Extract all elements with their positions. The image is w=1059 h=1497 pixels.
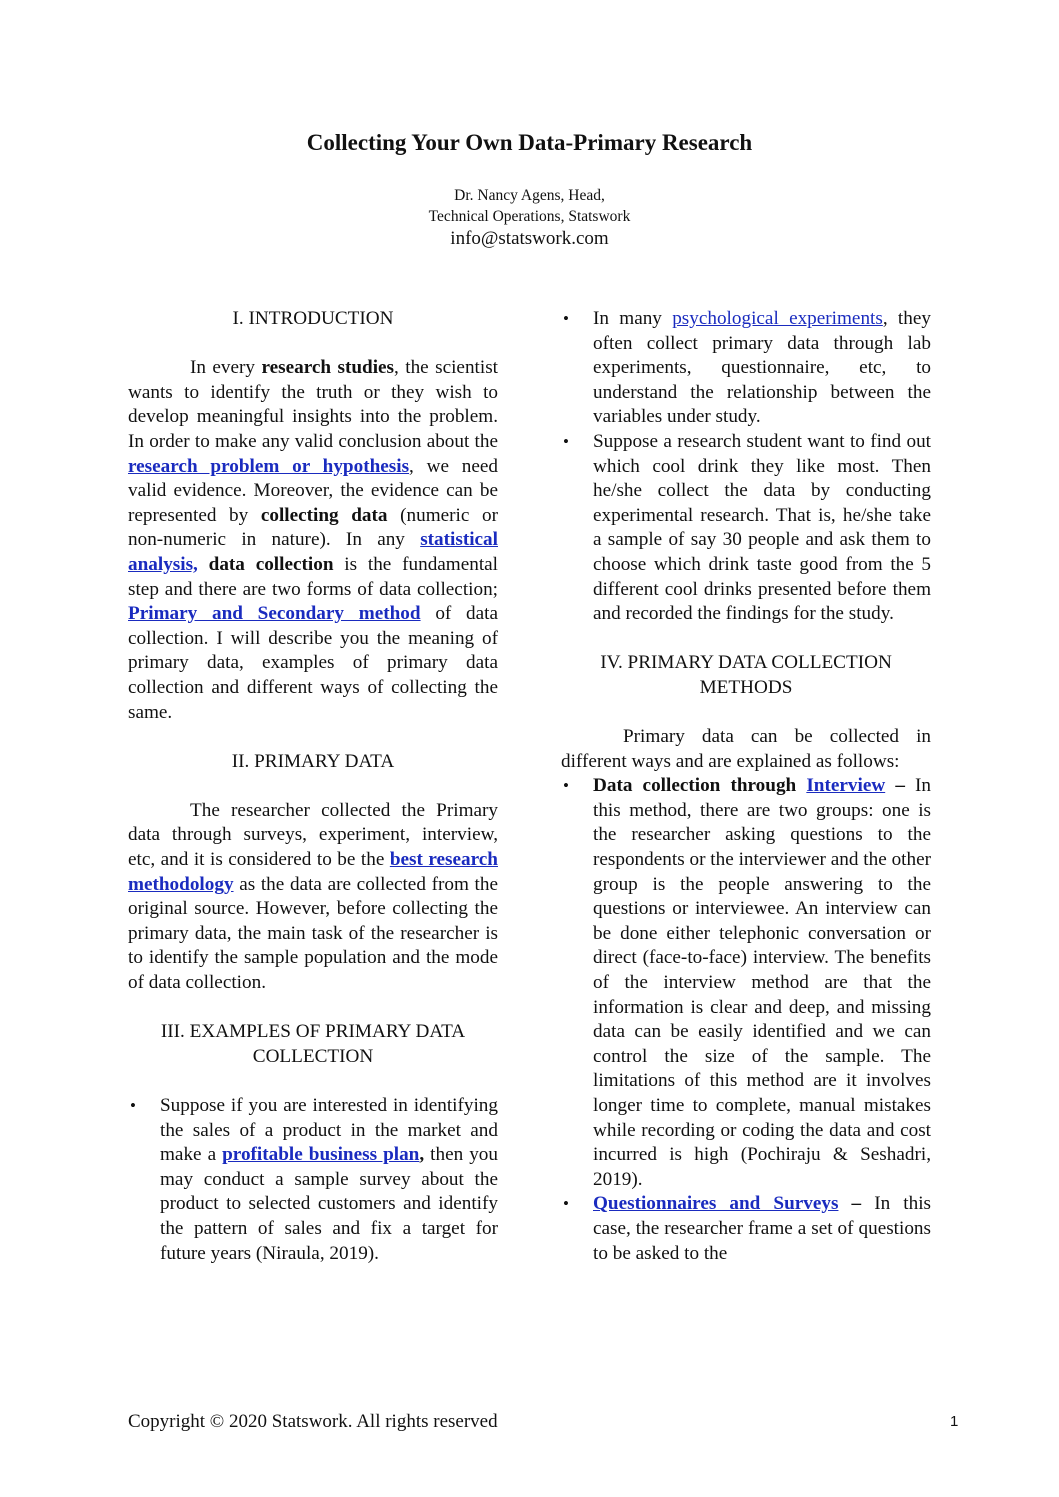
document-title: Collecting Your Own Data-Primary Research [306, 130, 753, 155]
bullet-icon: • [563, 1194, 569, 1214]
text-run: – [885, 775, 905, 797]
text-run: , the scientist wants to identify the truth or they wish to develop meaningful insights into the problem. In order to make any valid conclusion about the [128, 357, 498, 452]
text-run: – [838, 1193, 862, 1215]
text-run: In many [593, 308, 673, 329]
link-best-research-methodology[interactable]: best research methodology [128, 849, 498, 895]
text-run: (numeric or non-numeric in nature). In any [128, 504, 498, 551]
link-interview[interactable]: Interview [806, 775, 886, 797]
text-run: In this method, there are two groups: one is the researcher asking questions to the respondents or the interviewer and the other group is the people answering to the questions or interviewee. An interview can be done either telephonic conversation or direct (face-to-face) interview. The benefits of the interview method are that the information is clear and deep, and missing data can be easily identified and we can control the size of the sample. The limitations of this method are it involves longer time to complete, manual mistakes while recording or coding the data and cost incurred is high (Pochiraju & Seshadri, 2019). [593, 775, 932, 1190]
section-heading-examples: III. EXAMPLES OF PRIMARY DATA COLLECTION [160, 1021, 466, 1067]
text-run [198, 554, 209, 575]
bold-term: Data collection through [593, 775, 807, 797]
author-email: info@statswork.com [450, 228, 609, 249]
text-run: In this case, the researcher frame a set of questions to be asked to the [593, 1193, 932, 1264]
text-run: Suppose a research student want to find out which cool drink they like most. Then he/she collect the data by conducting experimental research. That is, he/she take a sample of say 30 people and ask them to choose which drink taste good from the 5 different cool drinks presented before them and recorded the findings for the study. [593, 430, 931, 625]
list-item [561, 1192, 931, 1266]
methods-intro-paragraph: Primary data can be collected in different ways and are explained as follows: [561, 726, 931, 772]
introduction-paragraph [128, 356, 498, 725]
examples-list [128, 1094, 498, 1266]
bullet-icon: • [563, 431, 569, 451]
footer-copyright: Copyright © 2020 Statswork. All rights reserved [128, 1411, 498, 1432]
text-run: Suppose if you are interested in identifying the sales of a product in the market and make a [160, 1095, 498, 1166]
text-run: of data collection. I will describe you the meaning of primary data, examples of primary data collection and different ways of collecting the same. [128, 603, 498, 723]
bold-term: collecting data [260, 504, 388, 526]
bullet-icon: • [563, 309, 569, 328]
bold-term: data collection [208, 553, 334, 575]
list-item [128, 1094, 498, 1266]
text-run: , they often collect primary data through lab experiments, questionnaire, etc, to understand the relationship between the variables under study. [593, 308, 931, 428]
author-name: Dr. Nancy Agens, Head, [454, 187, 605, 204]
list-item [561, 430, 931, 627]
author-block [0, 185, 1059, 251]
bold-term: research studies [261, 357, 395, 379]
section-heading-methods: IV. PRIMARY DATA COLLECTION METHODS [600, 652, 892, 698]
list-item [561, 307, 931, 430]
link-psychological-experiments[interactable]: psychological experiments [672, 308, 883, 329]
text-run: , we need valid evidence. Moreover, the evidence can be represented by [128, 455, 498, 526]
link-primary-secondary[interactable]: Primary and Secondary method [128, 603, 421, 625]
text-run: , [419, 1144, 425, 1166]
right-column [561, 307, 931, 1266]
text-run: is the fundamental step and there are two forms of data collection; [128, 553, 499, 600]
methods-list [561, 774, 931, 1266]
text-run: then you may conduct a sample survey about the product to selected customers and identify the pattern of sales and fix a target for future years (Niraula, 2019). [160, 1144, 498, 1264]
author-affiliation: Technical Operations, Statswork [428, 208, 631, 225]
text-run: The researcher collected the Primary data through surveys, experiment, interview, etc, and it is considered to be the [128, 799, 498, 871]
text-run: as the data are collected from the original source. However, before collecting the primary data, the main task of the researcher is to identify the sample population and the mode of data collection. [128, 873, 498, 994]
examples-list-continued [561, 307, 931, 627]
link-research-problem[interactable]: research problem or hypothesis [128, 455, 410, 477]
bullet-icon: • [563, 776, 569, 796]
page-number: 1 [950, 1413, 959, 1430]
left-column [128, 307, 498, 1266]
link-profitable-business-plan[interactable]: profitable business plan [222, 1144, 420, 1166]
primary-data-paragraph [128, 799, 498, 996]
text-run: In every [190, 357, 262, 379]
bullet-icon: • [130, 1096, 136, 1115]
link-statistical-analysis[interactable]: statistical analysis, [128, 529, 498, 575]
link-questionnaires-surveys[interactable]: Questionnaires and Surveys [593, 1193, 839, 1215]
section-heading-introduction: I. INTRODUCTION [232, 308, 394, 329]
section-heading-primary-data: II. PRIMARY DATA [231, 750, 395, 772]
list-item [561, 774, 931, 1192]
